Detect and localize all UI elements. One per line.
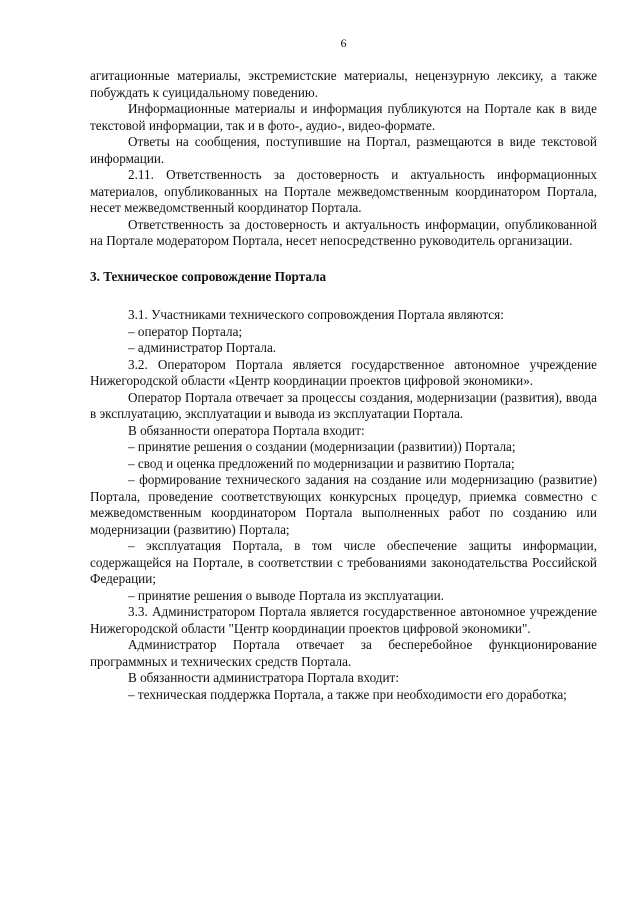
paragraph: Ответственность за достоверность и актуальность информации, опубликованной на Портале модератором Портала, несет непосредственно руководитель организации. <box>90 216 597 248</box>
paragraph-clause-3-3: 3.3. Администратором Портала является государственное автономное учреждение Нижегородской области "Центр координации проектов цифровой экономики". <box>90 604 597 636</box>
paragraph: Оператор Портала отвечает за процессы создания, модернизации (развития), ввода в эксплуатацию, эксплуатации и вывода из эксплуатации Портала. <box>90 389 597 421</box>
paragraph-clause-2-11: 2.11. Ответственность за достоверность и актуальность информационных материалов, опубликованных на Портале межведомственным координатором Портала, несет межведомственный координатор Портала. <box>90 167 597 215</box>
paragraph-continuation: агитационные материалы, экстремистские материалы, нецензурную лексику, а также побуждать к суицидальному поведению. <box>90 68 597 100</box>
list-item: – формирование технического задания на создание или модернизацию (развитие) Портала, проведение соответствующих конкурсных процедур, приемка совместно с межведомственным координатором Портала выполненных работ по созданию или модернизации (развитию) Портала; <box>90 472 597 537</box>
list-item: – администратор Портала. <box>128 340 277 355</box>
paragraph: Ответы на сообщения, поступившие на Портал, размещаются в виде текстовой информации. <box>90 134 597 166</box>
paragraph: Администратор Портала отвечает за бесперебойное функционирование программных и технических средств Портала. <box>90 637 597 669</box>
paragraph-clause-3-2: 3.2. Оператором Портала является государственное автономное учреждение Нижегородской области «Центр координации проектов цифровой экономики». <box>90 356 597 388</box>
list-item: – оператор Портала; <box>128 323 243 339</box>
paragraph: Информационные материалы и информация публикуются на Портале как в виде текстовой информации, так и в фото-, аудио-, видео-формате. <box>90 101 597 133</box>
paragraph: В обязанности оператора Портала входит: <box>128 422 365 438</box>
paragraph-clause-3-1: 3.1. Участниками технического сопровождения Портала являются: <box>128 307 504 322</box>
paragraph: В обязанности администратора Портала входит: <box>128 670 399 685</box>
list-item: – эксплуатация Портала, в том числе обеспечение защиты информации, содержащейся на Портале, в соответствии с требованиями законодательства Российской Федерации; <box>90 538 597 586</box>
section-heading: 3. Техническое сопровождение Портала <box>90 268 327 284</box>
list-item: – техническая поддержка Портала, а также при необходимости его доработка; <box>128 686 567 702</box>
page-number: 6 <box>340 36 347 50</box>
document-page <box>90 36 597 703</box>
list-item: – принятие решения о создании (модернизации (развитии)) Портала; <box>128 439 516 454</box>
list-item: – принятие решения о выводе Портала из эксплуатации. <box>128 587 444 603</box>
list-item: – свод и оценка предложений по модернизации и развитию Портала; <box>128 455 515 471</box>
